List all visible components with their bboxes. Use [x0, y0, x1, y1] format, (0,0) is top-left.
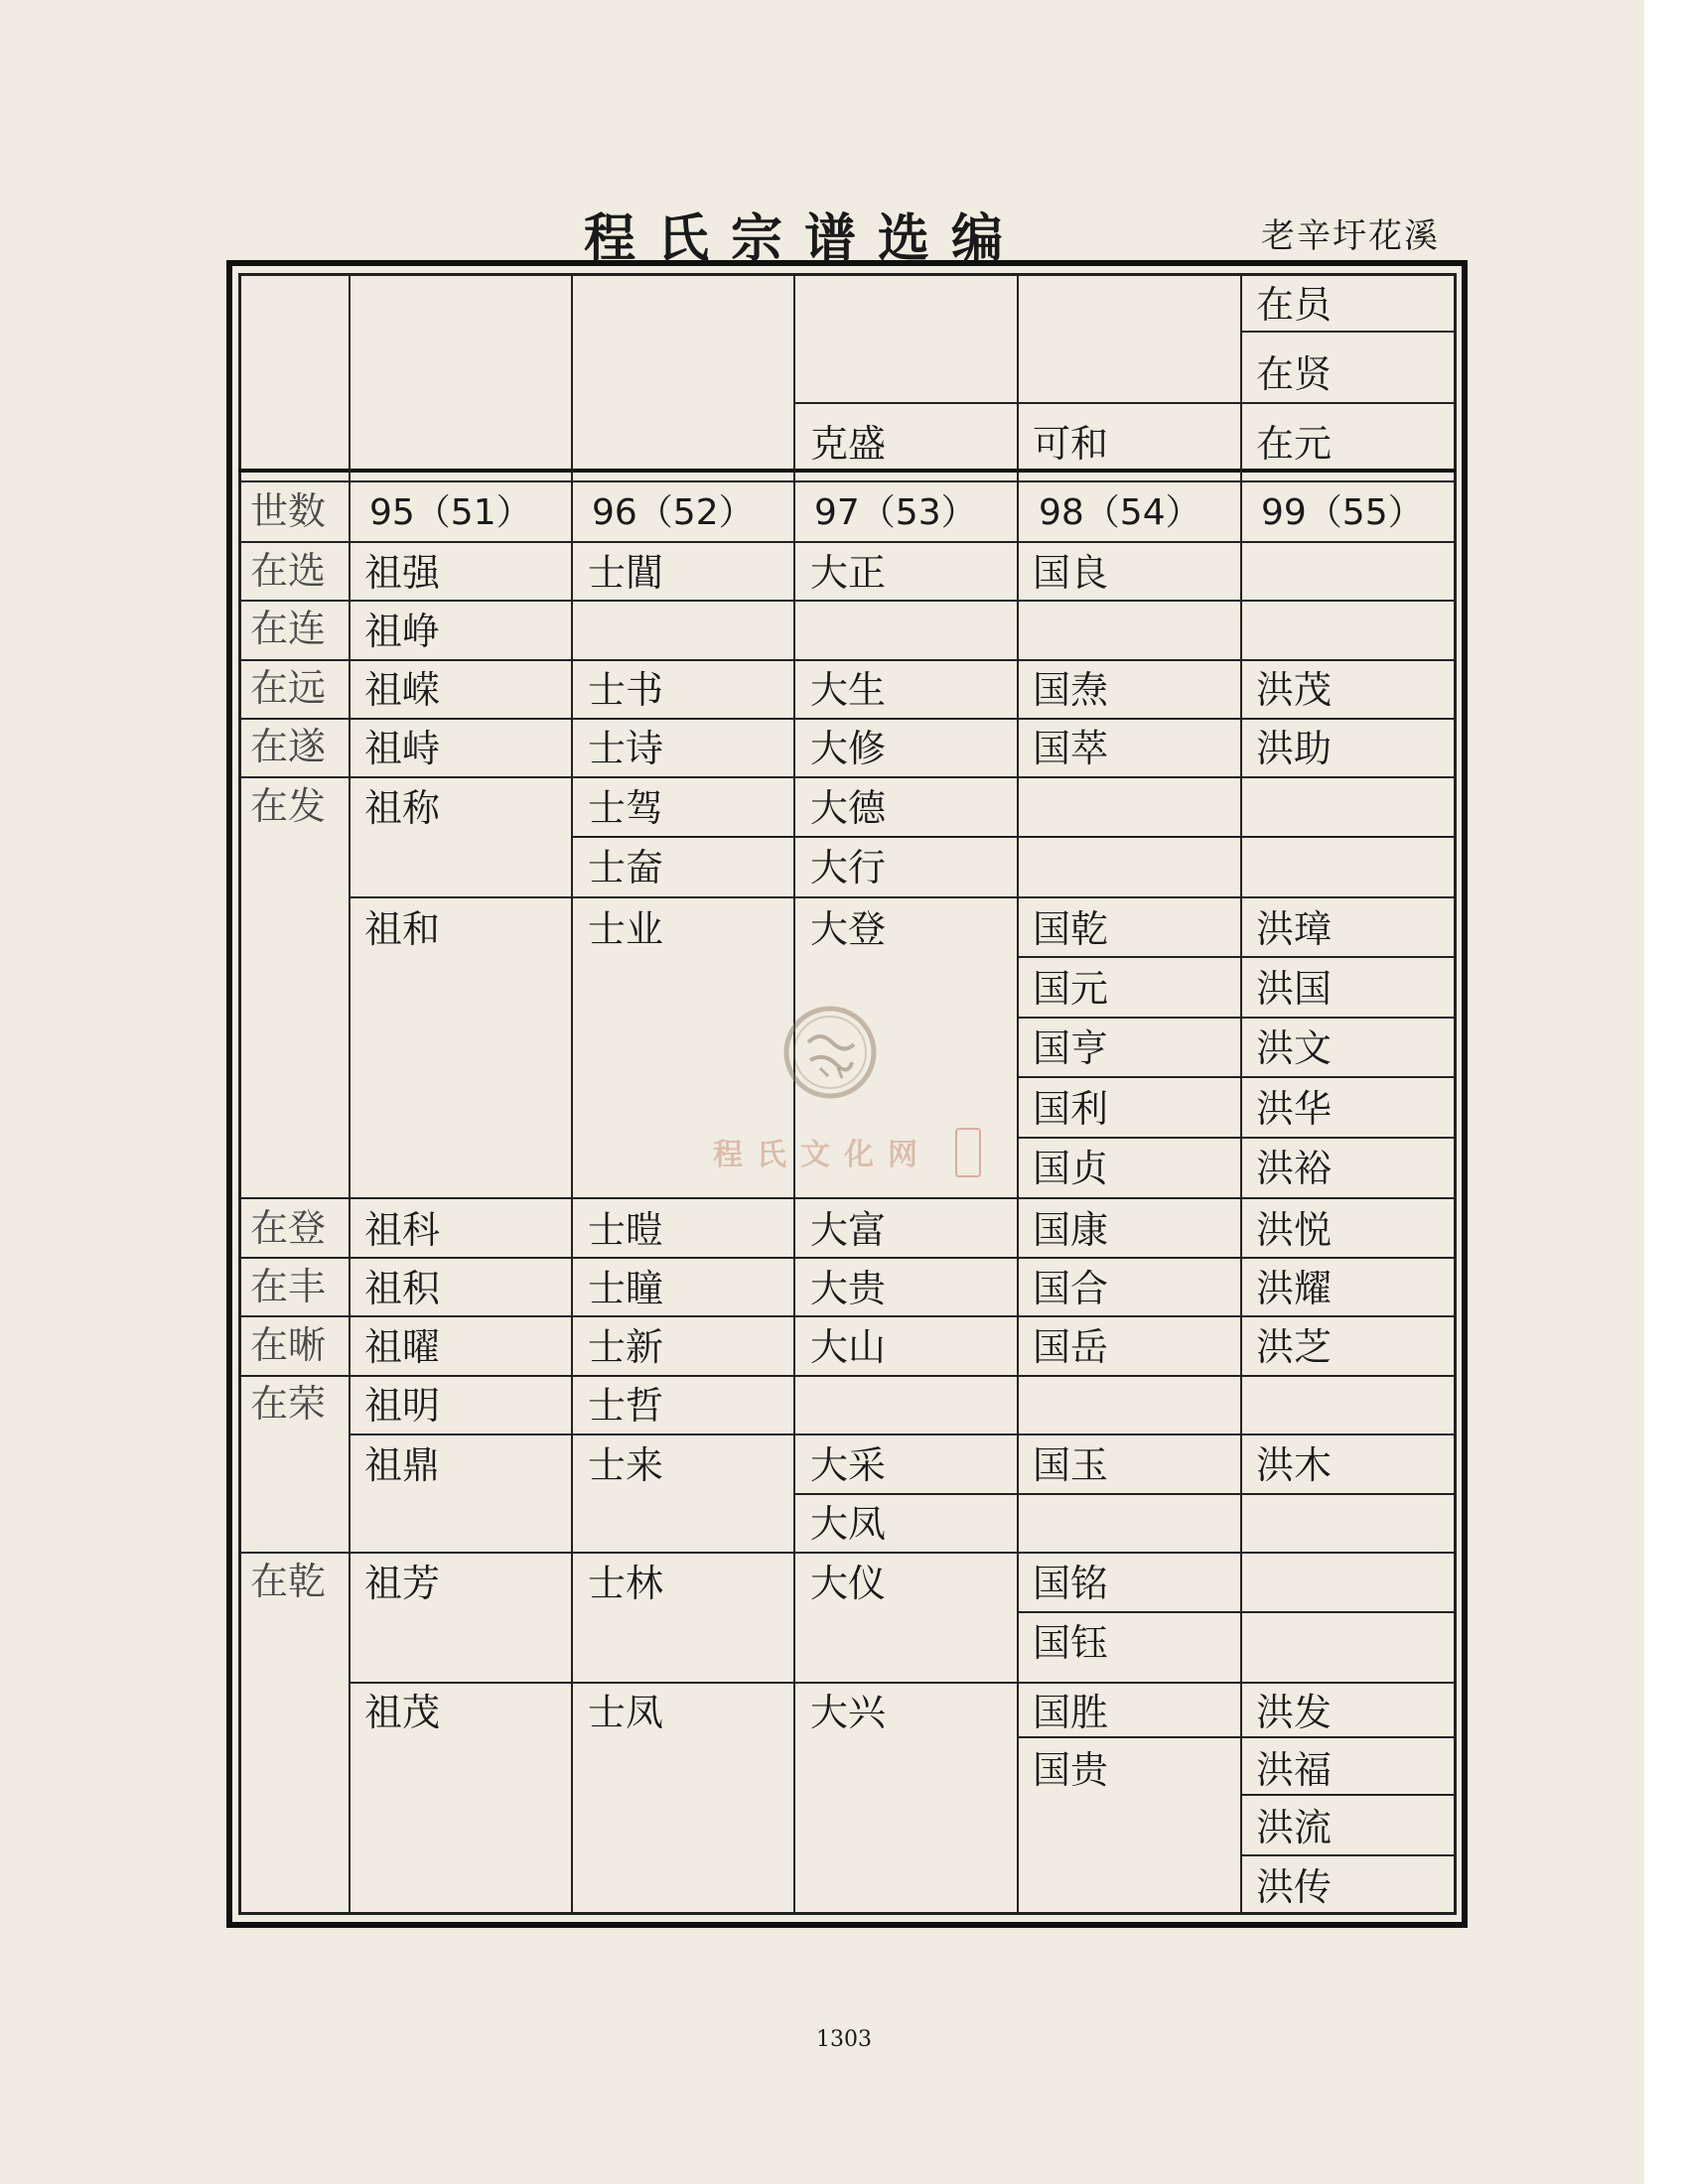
col3-cell: 士来 [588, 1443, 664, 1487]
header-col6-a: 在员 [1256, 283, 1333, 327]
generation-96: 96（52） [592, 492, 755, 533]
col3-cell: 士閶 [588, 551, 664, 595]
col3-cell: 士诗 [588, 727, 664, 770]
col4-cell: 大生 [810, 668, 887, 712]
col6-cell: 洪福 [1256, 1748, 1333, 1792]
col6-cell: 洪发 [1256, 1691, 1333, 1734]
col1-cell: 在乾 [250, 1560, 327, 1603]
col5-cell: 国玉 [1033, 1443, 1109, 1487]
col6-cell: 洪悦 [1256, 1208, 1333, 1252]
col6-cell: 洪国 [1256, 967, 1333, 1011]
col6-cell: 洪助 [1256, 727, 1333, 770]
col2-cell: 祖茂 [364, 1691, 441, 1734]
col3-cell: 士书 [588, 668, 664, 712]
col5-cell: 国贞 [1033, 1147, 1109, 1190]
col4-cell: 大修 [810, 727, 887, 770]
col5-cell: 国康 [1033, 1208, 1109, 1252]
col1-cell: 在发 [250, 784, 327, 828]
col4-cell: 大德 [810, 786, 887, 830]
header-col6-b: 在贤 [1256, 352, 1333, 396]
col3-cell: 士暟 [588, 1208, 664, 1252]
col5-cell: 国利 [1033, 1087, 1109, 1131]
col4-cell: 大富 [810, 1208, 887, 1252]
col6-cell: 洪流 [1256, 1806, 1333, 1849]
col5-cell: 国亨 [1033, 1026, 1109, 1070]
col3-cell: 士凤 [588, 1691, 664, 1734]
col5-cell: 国元 [1033, 967, 1109, 1011]
col1-cell: 在连 [250, 607, 327, 650]
col4-cell: 大贵 [810, 1267, 887, 1310]
col2-cell: 祖峥 [364, 610, 441, 653]
generation-95: 95（51） [369, 492, 532, 533]
col2-cell: 祖称 [364, 786, 441, 830]
generation-97: 97（53） [814, 492, 977, 533]
page-number: 1303 [816, 2027, 872, 2052]
col1-cell: 在登 [250, 1206, 327, 1250]
col3-cell: 士奤 [588, 846, 664, 889]
header-col6-c: 在元 [1256, 422, 1333, 466]
col3-cell: 士哲 [588, 1384, 664, 1428]
col2-cell: 祖鼎 [364, 1443, 441, 1487]
col2-cell: 祖强 [364, 551, 441, 595]
col4-cell: 大行 [810, 846, 887, 889]
col1-cell: 在晰 [250, 1323, 327, 1367]
col4-cell: 大山 [810, 1325, 887, 1369]
generation-label: 世数 [250, 489, 327, 533]
col4-cell: 大正 [810, 551, 887, 595]
generation-99: 99（55） [1261, 492, 1424, 533]
col1-cell: 在丰 [250, 1265, 327, 1308]
col4-cell: 大兴 [810, 1691, 887, 1734]
col1-cell: 在远 [250, 666, 327, 710]
col6-cell: 洪传 [1256, 1865, 1333, 1909]
col2-cell: 祖芳 [364, 1562, 441, 1605]
col6-cell: 洪文 [1256, 1026, 1333, 1070]
col5-cell: 国乾 [1033, 907, 1109, 951]
watermark-text: 程氏文化网 [713, 1138, 931, 1172]
col2-cell: 祖嵘 [364, 668, 441, 712]
header-col4: 克盛 [810, 422, 887, 466]
page-subtitle: 老辛圩花溪 [1261, 216, 1440, 256]
col2-cell: 祖明 [364, 1384, 441, 1428]
col5-cell: 国合 [1033, 1267, 1109, 1310]
col6-cell: 洪木 [1256, 1443, 1333, 1487]
col3-cell: 士新 [588, 1325, 664, 1369]
col5-cell: 国萃 [1033, 727, 1109, 770]
seal-logo-icon [780, 1003, 880, 1102]
col5-cell: 国岳 [1033, 1325, 1109, 1369]
col5-cell: 国贵 [1033, 1748, 1109, 1792]
col3-cell: 士瞳 [588, 1267, 664, 1310]
col1-cell: 在荣 [250, 1382, 327, 1426]
watermark-stamp [955, 1128, 981, 1177]
header-col5: 可和 [1033, 422, 1109, 466]
col1-cell: 在选 [250, 549, 327, 593]
col5-cell: 国钰 [1033, 1621, 1109, 1665]
col1-cell: 在遂 [250, 725, 327, 768]
col4-cell: 大登 [810, 907, 887, 951]
col6-cell: 洪芝 [1256, 1325, 1333, 1369]
col5-cell: 国良 [1033, 551, 1109, 595]
col2-cell: 祖峙 [364, 727, 441, 770]
page-title: 程氏宗谱选编 [583, 208, 1025, 269]
col2-cell: 祖积 [364, 1267, 441, 1310]
col4-cell: 大凤 [810, 1502, 887, 1546]
col5-cell: 国焘 [1033, 668, 1109, 712]
col6-cell: 洪璋 [1256, 907, 1333, 951]
col6-cell: 洪华 [1256, 1087, 1333, 1131]
col5-cell: 国胜 [1033, 1691, 1109, 1734]
col3-cell: 士驾 [588, 786, 664, 830]
col5-cell: 国铭 [1033, 1562, 1109, 1605]
col4-cell: 大仪 [810, 1562, 887, 1605]
col2-cell: 祖和 [364, 907, 441, 951]
col2-cell: 祖曜 [364, 1325, 441, 1369]
col6-cell: 洪茂 [1256, 668, 1333, 712]
col2-cell: 祖科 [364, 1208, 441, 1252]
col3-cell: 士业 [588, 907, 664, 951]
col4-cell: 大采 [810, 1443, 887, 1487]
col6-cell: 洪耀 [1256, 1267, 1333, 1310]
generation-98: 98（54） [1039, 492, 1201, 533]
col6-cell: 洪裕 [1256, 1147, 1333, 1190]
col3-cell: 士林 [588, 1562, 664, 1605]
